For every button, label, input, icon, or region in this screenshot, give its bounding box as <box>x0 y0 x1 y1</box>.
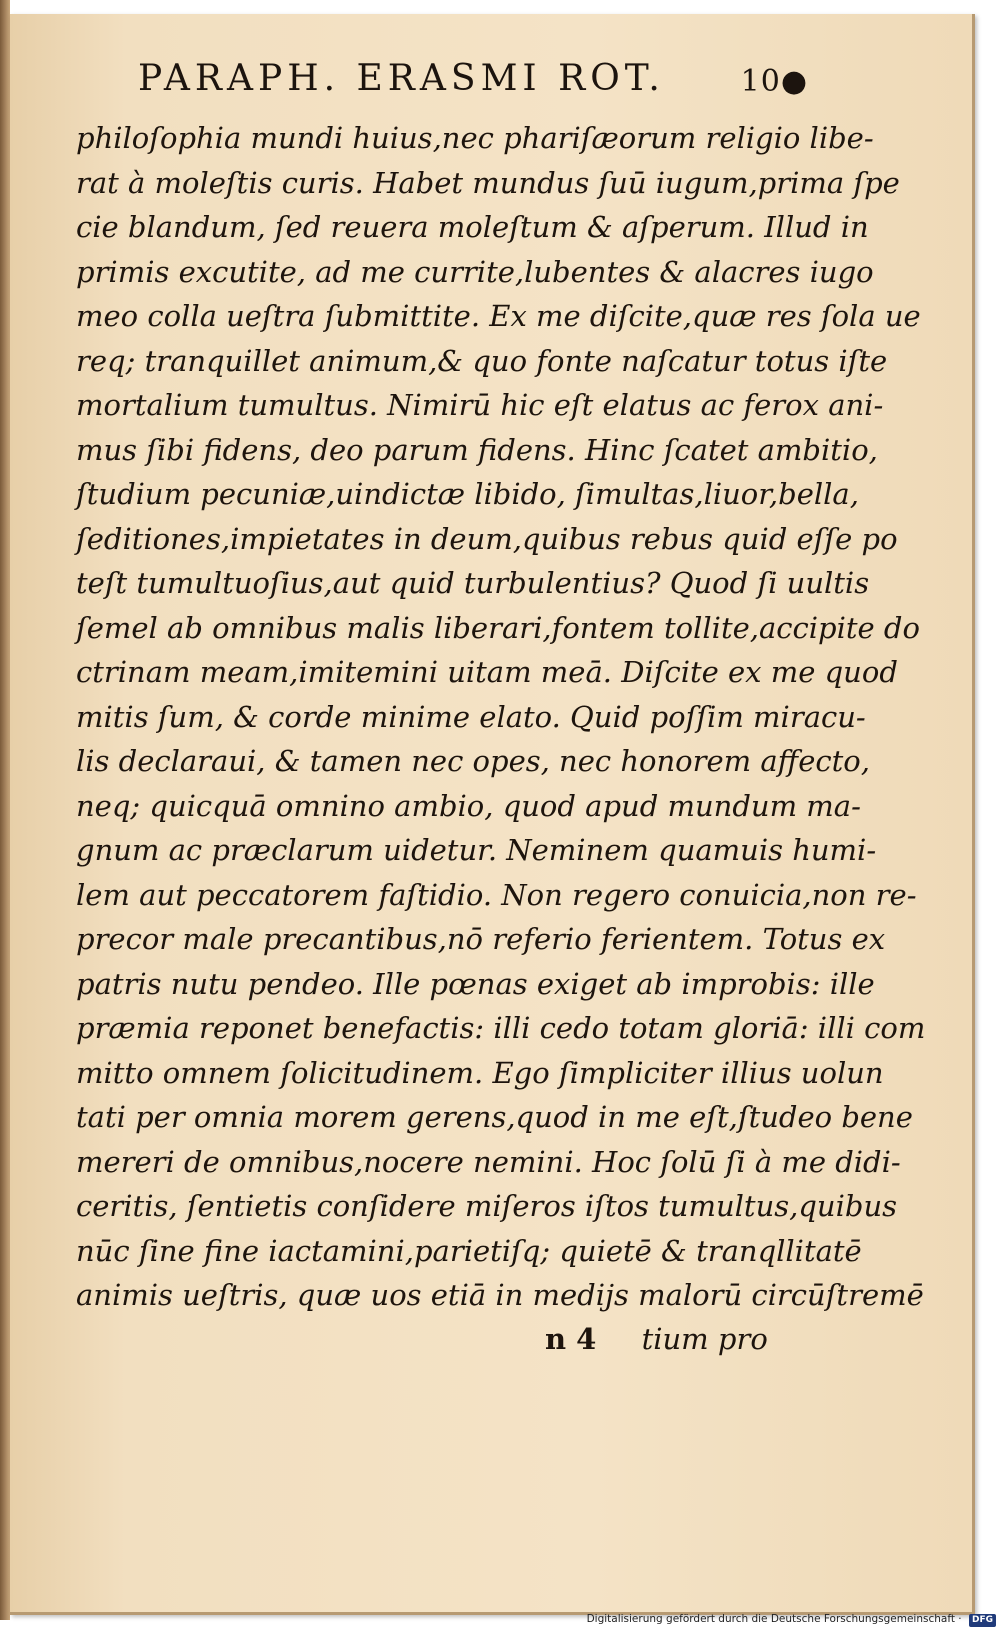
text-line: mitis ſum, & corde minime elato. Quid poſſim miracu- <box>76 699 866 734</box>
text-line: mitto omnem ſolicitudinem. Ego ſimpliciter illius uolun <box>76 1055 884 1090</box>
body-text <box>76 116 926 1318</box>
text-line: primis excutite, ad me currite,lubentes & alacres iugo <box>76 254 874 289</box>
running-title: PARAPH. ERASMI ROT. <box>138 58 665 99</box>
credit-text: Digitalisierung gefördert durch die Deutsche Forschungsgemeinschaft · <box>586 1613 962 1625</box>
text-line: ctrinam meam,imitemini uitam meā. Diſcite ex me quod <box>76 655 898 689</box>
text-line: ſeditiones,impietates in deum,quibus rebus quid eſſe po <box>76 521 898 556</box>
text-line: animis ueſtris, quæ uos etiā in medijs malorū circūſtremē <box>76 1278 924 1312</box>
text-line: lis declaraui, & tamen nec opes, nec honorem affecto, <box>76 744 870 778</box>
text-line: ceritis, ſentietis conſidere miſeros iſtos tumultus,quibus <box>76 1189 898 1223</box>
digitization-credit <box>587 1613 996 1629</box>
text-line: patris nutu pendeo. Ille pœnas exiget ab improbis: ille <box>76 966 875 1001</box>
book-page <box>10 14 975 1615</box>
page-header <box>138 58 808 108</box>
text-line: cie blandum, ſed reuera moleſtum & aſperum. Illud in <box>76 210 869 244</box>
text-line: neq; quicquā omnino ambio, quod apud mundum ma- <box>76 788 861 823</box>
text-line: ſtudium pecuniæ,uindictæ libido, ſimultas,liuor,bella, <box>76 477 859 511</box>
text-line: ſemel ab omnibus malis liberari,fontem tollite,accipite do <box>76 610 920 645</box>
catchword: tium pro <box>641 1322 768 1356</box>
signature-mark: n 4 <box>545 1322 597 1356</box>
text-line: mortalium tumultus. Nimirū hic eſt elatus ac ferox ani- <box>76 388 884 422</box>
folio-number: 10● <box>740 64 808 99</box>
text-line: tati per omnia morem gerens,quod in me eſt,ſtudeo bene <box>76 1100 913 1134</box>
page-footer <box>545 1322 768 1356</box>
text-line: philoſophia mundi huius,nec phariſæorum religio libe- <box>76 121 874 155</box>
text-line: nūc ſine fine iactamini,parietiſq; quietē & tranqllitatē <box>76 1233 862 1268</box>
text-line: mus ſibi fidens, deo parum fidens. Hinc ſcatet ambitio, <box>76 432 878 467</box>
text-line: teſt tumultuoſius,aut quid turbulentius? Quod ſi uultis <box>76 566 870 600</box>
text-line: req; tranquillet animum,& quo fonte naſcatur totus iſte <box>76 343 888 378</box>
book-edge <box>0 0 10 1620</box>
text-line: meo colla ueſtra ſubmittite. Ex me diſcite,quæ res ſola ue <box>76 299 921 333</box>
text-line: precor male precantibus,nō referio ferientem. Totus ex <box>76 922 886 956</box>
text-line: lem aut peccatorem faſtidio. Non regero conuicia,non re- <box>76 877 917 912</box>
text-line: rat à moleſtis curis. Habet mundus ſuū iugum,prima ſpe <box>76 165 900 200</box>
text-line: præmia reponet benefactis: illi cedo totam gloriā: illi com <box>76 1011 926 1045</box>
dfg-logo: DFG <box>969 1614 996 1627</box>
text-line: gnum ac præclarum uidetur. Neminem quamuis humi- <box>76 833 877 867</box>
text-line: mereri de omnibus,nocere nemini. Hoc ſolū ſi à me didi- <box>76 1144 901 1179</box>
